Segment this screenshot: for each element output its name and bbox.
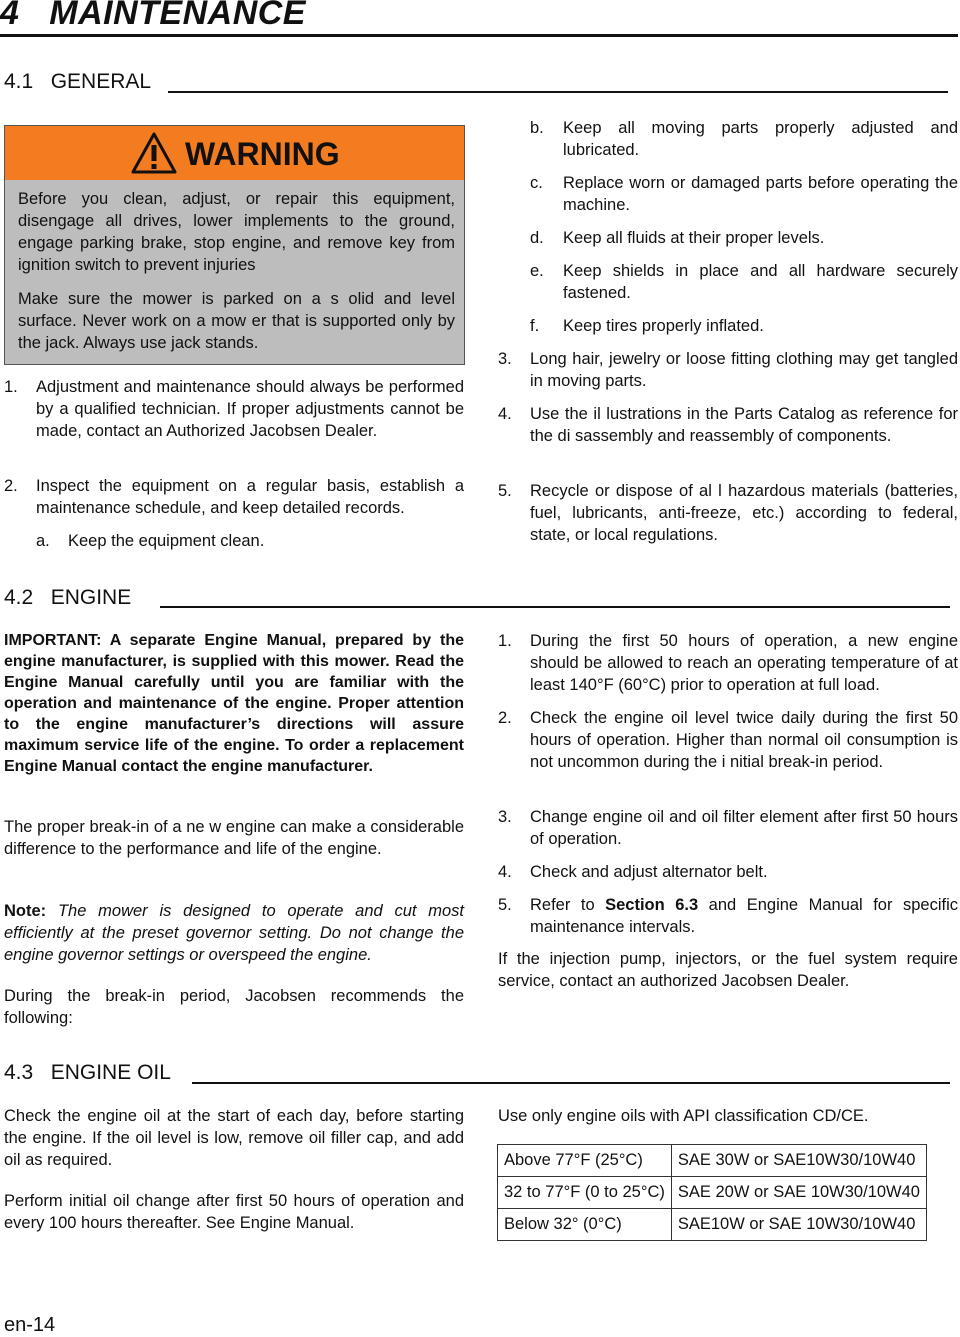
list-subitem: Replace worn or damaged parts before operating the machine. xyxy=(563,174,958,214)
section-reference: Section 6.3 xyxy=(605,896,699,914)
list-number: 5. xyxy=(498,482,512,500)
service-paragraph: If the injection pump, injectors, or the fuel system require service, contact an authorized Jacobsen Dealer. xyxy=(498,950,958,990)
list-item xyxy=(530,894,958,938)
list-item: Check the engine oil level twice daily during the first 50 hours of operation. Higher than normal oil consumption is not uncommon during the i nitial break-in period. xyxy=(530,709,958,771)
list-item: Adjustment and maintenance should always be performed by a qualified technician. If proper adjustments cannot be made, contact an Authorized Jacobsen Dealer. xyxy=(36,378,464,440)
warning-title: WARNING xyxy=(185,136,340,172)
table-row xyxy=(498,1145,927,1177)
warning-triangle-icon xyxy=(131,132,177,174)
list-number: 4. xyxy=(498,405,512,423)
note-label: Note: xyxy=(4,902,47,920)
warning-body xyxy=(5,180,464,364)
warning-box xyxy=(4,125,465,365)
api-paragraph: Use only engine oils with API classification CD/CE. xyxy=(498,1107,869,1125)
list-letter: d. xyxy=(530,229,544,247)
table-cell-temperature: Above 77°F (25°C) xyxy=(498,1145,672,1177)
list-letter: f. xyxy=(530,317,540,335)
list-number: 1. xyxy=(498,632,512,650)
page-number: en-14 xyxy=(4,1314,56,1336)
list-number: 1. xyxy=(4,378,18,396)
list-letter: a. xyxy=(36,532,50,550)
list-number: 4. xyxy=(498,863,512,881)
list-number: 5. xyxy=(498,896,512,914)
section-heading-engine-oil xyxy=(4,1061,171,1085)
list-subitem: Keep shields in place and all hardware securely fastened. xyxy=(563,262,958,302)
section-heading-engine xyxy=(4,586,131,610)
section-number: 4.3 xyxy=(4,1061,34,1084)
list-subitem: Keep the equipment clean. xyxy=(68,532,265,550)
chapter-heading xyxy=(0,0,306,33)
item5-pre: Refer to xyxy=(530,896,606,914)
item5-post: and Engine Manual for specific maintenance intervals. xyxy=(530,896,958,936)
list-number: 3. xyxy=(498,350,512,368)
during-paragraph: During the break-in period, Jacobsen recommends the following: xyxy=(4,987,464,1027)
list-item: During the first 50 hours of operation, a new engine should be allowed to reach an operating temperature of at least 140°F (60°C) prior to operation at full load. xyxy=(530,632,958,694)
warning-paragraph-2: Make sure the mower is parked on a s olid and level surface. Never work on a mow er that is supported only by the jack. Always use jack stands. xyxy=(18,290,455,352)
table-cell-oil: SAE10W or SAE 10W30/10W40 xyxy=(671,1209,926,1241)
list-item: Recycle or dispose of al l hazardous materials (batteries, fuel, lubricants, anti-freeze, etc.) according to federal, state, or local regulations. xyxy=(530,482,958,544)
table-cell-temperature: 32 to 77°F (0 to 25°C) xyxy=(498,1177,672,1209)
list-item: Check and adjust alternator belt. xyxy=(530,863,768,881)
table-cell-oil: SAE 20W or SAE 10W30/10W40 xyxy=(671,1177,926,1209)
list-subitem: Keep all moving parts properly adjusted and lubricated. xyxy=(563,119,958,159)
section-rule xyxy=(192,1082,950,1084)
list-letter: c. xyxy=(530,174,543,192)
section-rule xyxy=(168,91,948,93)
section-heading-general xyxy=(4,70,151,94)
note-text: The mower is designed to operate and cut most efficiently at the preset governor setting. Do not change the engine governor settings or overspeed the engine. xyxy=(4,902,464,964)
section-number: 4.1 xyxy=(4,70,34,93)
section-title: GENERAL xyxy=(50,70,152,93)
table-cell-temperature: Below 32° (0°C) xyxy=(498,1209,672,1241)
section-rule xyxy=(160,606,950,608)
warning-paragraph-1: Before you clean, adjust, or repair this equipment, disengage all drives, lower implements to the ground, engage parking brake, stop engine, and remove key from ignition switch to prevent injuries xyxy=(18,190,455,274)
warning-header xyxy=(5,126,464,180)
important-notice: IMPORTANT: A separate Engine Manual, prepared by the engine manufacturer, is supplied with this mower. Read the Engine Manual carefully until you are familiar with the operation and maintenance of the engine. Proper attention to the engine manufacturer’s directions will assure maximum service life of the engine. To order a replacement Engine Manual contact the engine manufacturer. xyxy=(4,632,464,775)
list-number: 3. xyxy=(498,808,512,826)
table-row xyxy=(498,1209,927,1241)
list-letter: e. xyxy=(530,262,544,280)
list-number: 2. xyxy=(498,709,512,727)
list-item: Long hair, jewelry or loose fitting clothing may get tangled in moving parts. xyxy=(530,350,958,390)
table-cell-oil: SAE 30W or SAE10W30/10W40 xyxy=(671,1145,926,1177)
chapter-rule xyxy=(0,34,958,37)
chapter-title: MAINTENANCE xyxy=(49,0,306,32)
list-number: 2. xyxy=(4,477,18,495)
note-paragraph xyxy=(4,900,464,966)
list-subitem: Keep all fluids at their proper levels. xyxy=(563,229,825,247)
section-title: ENGINE xyxy=(50,586,132,609)
oil-viscosity-table xyxy=(497,1144,927,1241)
oil-paragraph-2: Perform initial oil change after first 50 hours of operation and every 100 hours thereafter. See Engine Manual. xyxy=(4,1192,464,1232)
section-number: 4.2 xyxy=(4,586,34,609)
list-item: Use the il lustrations in the Parts Catalog as reference for the di sassembly and reassembly of components. xyxy=(530,405,958,445)
list-letter: b. xyxy=(530,119,544,137)
oil-paragraph-1: Check the engine oil at the start of each day, before starting the engine. If the oil level is low, remove oil filler cap, and add oil as required. xyxy=(4,1107,464,1169)
breakin-paragraph: The proper break-in of a ne w engine can make a considerable difference to the performance and life of the engine. xyxy=(4,818,464,858)
list-item: Change engine oil and oil filter element after first 50 hours of operation. xyxy=(530,808,958,848)
chapter-number: 4 xyxy=(0,0,20,32)
section-title: ENGINE OIL xyxy=(50,1061,171,1084)
list-item: Inspect the equipment on a regular basis, establish a maintenance schedule, and keep detailed records. xyxy=(36,477,464,517)
list-subitem: Keep tires properly inflated. xyxy=(563,317,764,335)
table-row xyxy=(498,1177,927,1209)
